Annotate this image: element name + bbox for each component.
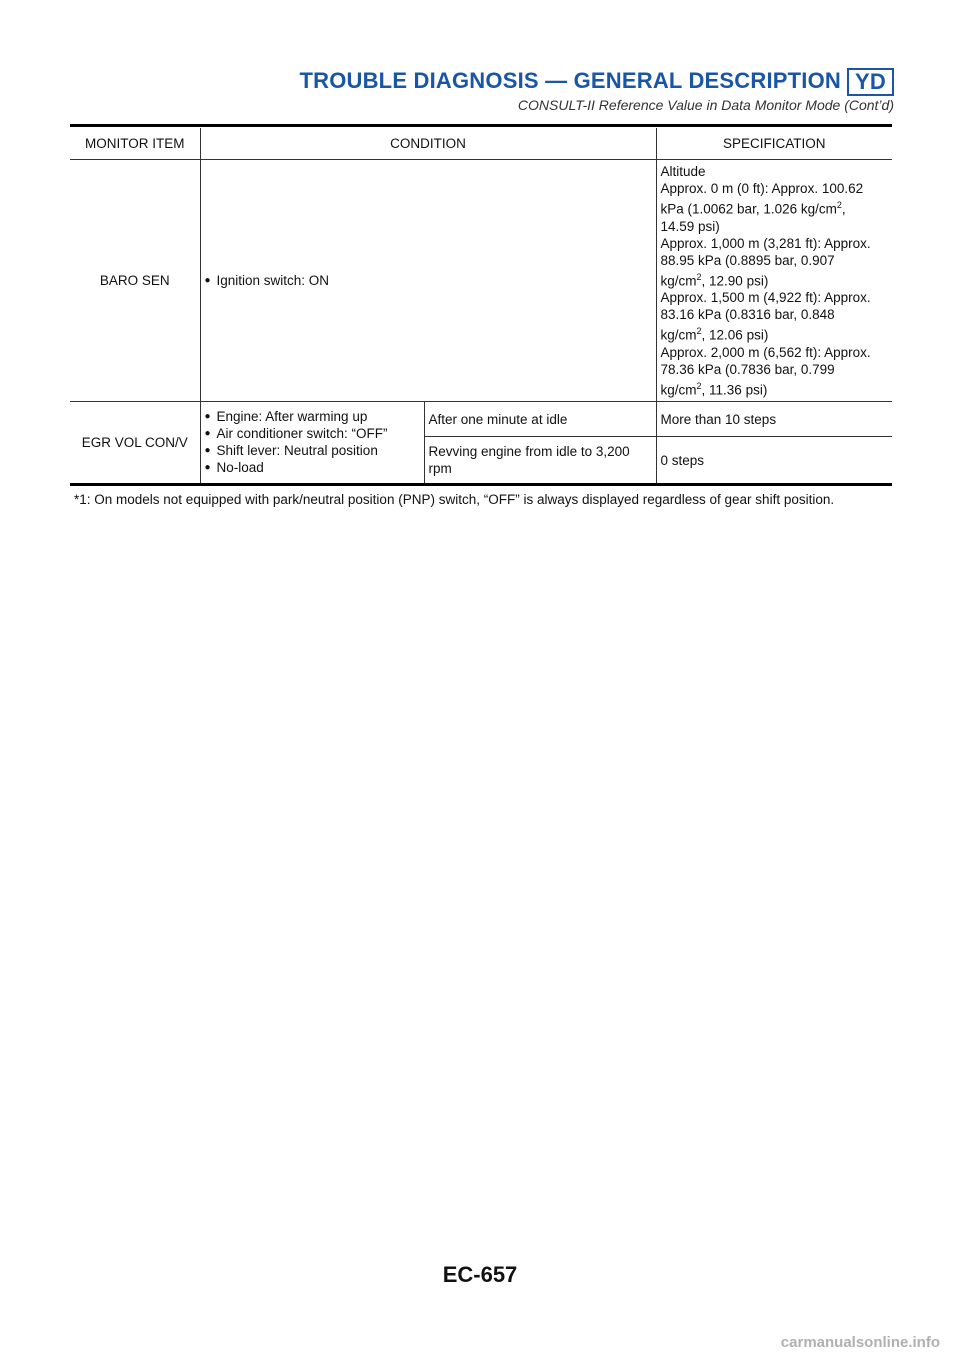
- watermark: carmanualsonline.info: [780, 1334, 940, 1351]
- title-text: TROUBLE DIAGNOSIS — GENERAL DESCRIPTION: [299, 68, 842, 93]
- condition-egr: [200, 402, 424, 484]
- spec-line: Approx. 1,500 m (4,922 ft): Approx.: [660, 290, 871, 305]
- page-title: [175, 68, 894, 96]
- spec-line: Approx. 2,000 m (6,562 ft): Approx.: [660, 344, 871, 360]
- condition-bullet: ● Ignition switch: ON: [205, 272, 652, 289]
- spec-line: 83.16 kPa (0.8316 bar, 0.848: [660, 307, 835, 322]
- table-header-row: [70, 128, 892, 160]
- table-row: [70, 160, 892, 402]
- monitor-item-egr: EGR VOL CON/V: [70, 402, 200, 484]
- column-header-monitor-item: MONITOR ITEM: [70, 128, 200, 160]
- spec-line: Approx. 0 m (0 ft): Approx. 100.62: [660, 181, 864, 196]
- column-header-specification: SPECIFICATION: [656, 128, 892, 160]
- spec-line: $kg/cm^2$, 12.90 psi): [660, 271, 769, 288]
- column-header-condition: CONDITION: [200, 128, 656, 160]
- section-badge: YD: [847, 68, 894, 96]
- sub-condition: After one minute at idle: [424, 402, 656, 437]
- spec-line: Altitude: [660, 164, 706, 179]
- monitor-item-baro: BARO SEN: [70, 160, 200, 402]
- condition-baro: [200, 160, 656, 402]
- spec-line: 88.95 kPa (0.8895 bar, 0.907: [660, 252, 835, 268]
- spec-line: Approx. 1,000 m (3,281 ft): Approx.: [660, 235, 871, 251]
- table-row: [70, 402, 892, 437]
- spec-line: kPa (1.0062 bar, 1.026 $kg/cm^2$,: [660, 200, 846, 217]
- spec-line: $kg/cm^2$, 11.36 psi): [660, 380, 768, 397]
- condition-bullet: ● Shift lever: Neutral position: [205, 442, 420, 459]
- condition-bullet: ● Air conditioner switch: “OFF”: [205, 425, 420, 442]
- condition-bullet: ● Engine: After warming up: [205, 408, 420, 425]
- specification-baro: [656, 160, 892, 402]
- top-rule: [70, 124, 892, 127]
- spec-line: 78.36 kPa (0.7836 bar, 0.799: [660, 361, 835, 377]
- sub-specification: More than 10 steps: [656, 402, 892, 437]
- sub-specification: 0 steps: [656, 437, 892, 484]
- spec-line: $kg/cm^2$, 12.06 psi): [660, 326, 769, 343]
- condition-bullet: ● No-load: [205, 459, 420, 476]
- bottom-rule: [70, 483, 892, 486]
- page-subtitle: CONSULT-II Reference Value in Data Monitor Mode (Cont’d): [517, 97, 894, 113]
- reference-table: [70, 128, 892, 484]
- footnote: *1: On models not equipped with park/neutral position (PNP) switch, “OFF” is always displayed regardless of gear shift position.: [74, 492, 835, 507]
- page-number: EC-657: [442, 1262, 518, 1287]
- sub-condition: Revving engine from idle to 3,200 rpm: [424, 437, 656, 484]
- spec-line: 14.59 psi): [660, 218, 720, 234]
